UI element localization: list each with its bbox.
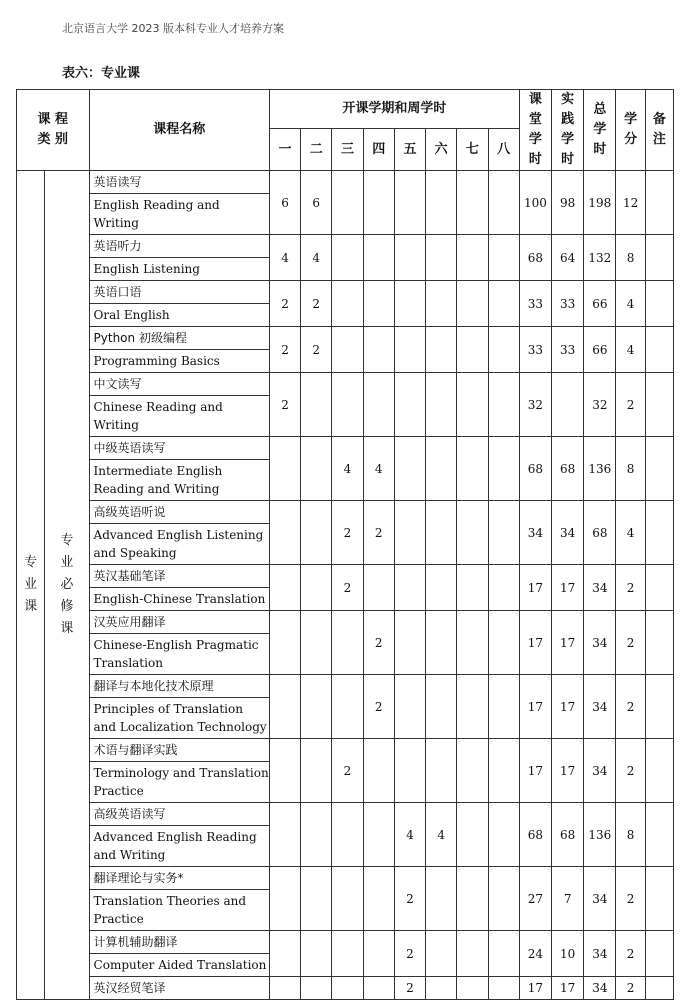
total-hours: 32 (584, 373, 616, 437)
class-hours: 32 (519, 373, 551, 437)
class-hours: 100 (519, 171, 551, 235)
semester-hours: 4 (363, 437, 394, 501)
course-name-en: English Reading and Writing (89, 194, 269, 235)
semester-hours (269, 803, 300, 867)
credits-hours: 2 (616, 373, 645, 437)
semester-hours (301, 501, 332, 565)
semester-hours: 2 (269, 373, 300, 437)
semester-hours (269, 501, 300, 565)
semester-hours (332, 235, 363, 281)
semester-hours (269, 565, 300, 611)
header-practice-hours (552, 90, 584, 171)
class-hours: 33 (519, 327, 551, 373)
semester-hours: 2 (363, 675, 394, 739)
practice-hours: 98 (552, 171, 584, 235)
course-name-zh: 英语读写 (89, 171, 269, 194)
total-hours: 34 (584, 565, 616, 611)
class-hours: 68 (519, 437, 551, 501)
semester-hours (457, 931, 488, 977)
credits-hours: 2 (616, 867, 645, 931)
total-hours: 136 (584, 803, 616, 867)
semester-hours (488, 739, 519, 803)
practice-hours: 64 (552, 235, 584, 281)
semester-hours (457, 739, 488, 803)
total-hours: 132 (584, 235, 616, 281)
notes-cell (645, 611, 673, 675)
semester-hours (301, 437, 332, 501)
semester-hours (332, 171, 363, 235)
course-name-zh: 计算机辅助翻译 (89, 931, 269, 954)
course-row (17, 235, 674, 258)
semester-hours (488, 565, 519, 611)
semester-hours (394, 611, 425, 675)
semester-hours (301, 867, 332, 931)
course-row (17, 171, 674, 194)
semester-hours: 2 (269, 327, 300, 373)
course-name-zh: 英汉经贸笔译 (89, 977, 269, 1000)
total-hours: 34 (584, 931, 616, 977)
course-name-en: Intermediate English Reading and Writing (89, 460, 269, 501)
practice-hours (552, 373, 584, 437)
semester-hours (488, 977, 519, 1000)
semester-hours (426, 867, 457, 931)
semester-hours (301, 931, 332, 977)
semester-hours: 2 (301, 281, 332, 327)
course-name-zh: 英语口语 (89, 281, 269, 304)
notes-cell (645, 501, 673, 565)
notes-cell (645, 867, 673, 931)
semester-hours (332, 977, 363, 1000)
course-name-en: English Listening (89, 258, 269, 281)
total-hours: 136 (584, 437, 616, 501)
semester-hours (394, 437, 425, 501)
credits-hours: 8 (616, 235, 645, 281)
class-hours: 33 (519, 281, 551, 327)
semester-hours (332, 931, 363, 977)
course-name-zh: 英语听力 (89, 235, 269, 258)
notes-cell (645, 327, 673, 373)
course-row (17, 675, 674, 698)
class-hours: 68 (519, 235, 551, 281)
semester-hours: 2 (332, 565, 363, 611)
semester-hours (269, 867, 300, 931)
semester-hours (426, 437, 457, 501)
semester-hours (394, 565, 425, 611)
semester-hours (332, 803, 363, 867)
category-major: 专 业 课 (17, 171, 45, 1000)
semester-hours (488, 373, 519, 437)
course-row (17, 867, 674, 890)
course-name-zh: 中级英语读写 (89, 437, 269, 460)
semester-hours (426, 373, 457, 437)
course-name-zh: Python 初级编程 (89, 327, 269, 350)
total-hours: 198 (584, 171, 616, 235)
semester-hours (363, 327, 394, 373)
semester-header: 七 (457, 129, 488, 171)
semester-hours (332, 327, 363, 373)
semester-hours (394, 235, 425, 281)
notes-cell (645, 675, 673, 739)
semester-hours (394, 171, 425, 235)
course-name-en: Chinese-English Pragmatic Translation (89, 634, 269, 675)
course-name-en: Computer Aided Translation (89, 954, 269, 977)
semester-hours (332, 867, 363, 931)
semester-hours (394, 281, 425, 327)
course-row (17, 437, 674, 460)
semester-hours: 4 (269, 235, 300, 281)
course-name-zh: 高级英语读写 (89, 803, 269, 826)
semester-hours (269, 437, 300, 501)
total-hours: 34 (584, 611, 616, 675)
semester-hours (269, 977, 300, 1000)
course-name-zh: 英汉基础笔译 (89, 565, 269, 588)
notes-cell (645, 931, 673, 977)
semester-hours: 4 (394, 803, 425, 867)
semester-hours (457, 977, 488, 1000)
semester-hours (363, 281, 394, 327)
credits-hours: 8 (616, 437, 645, 501)
semester-hours: 6 (269, 171, 300, 235)
semester-hours (394, 327, 425, 373)
semester-hours (488, 437, 519, 501)
semester-header: 三 (332, 129, 363, 171)
semester-hours: 2 (269, 281, 300, 327)
total-hours: 34 (584, 739, 616, 803)
semester-hours (488, 675, 519, 739)
course-name-zh: 中文读写 (89, 373, 269, 396)
header-total-hours-text: 总 学 时 (593, 102, 607, 157)
semester-hours (394, 373, 425, 437)
semester-hours (363, 235, 394, 281)
semester-hours: 6 (301, 171, 332, 235)
credits-hours: 8 (616, 803, 645, 867)
semester-hours (457, 235, 488, 281)
semester-hours: 4 (426, 803, 457, 867)
semester-hours (426, 675, 457, 739)
semester-hours: 4 (301, 235, 332, 281)
notes-cell (645, 171, 673, 235)
semester-hours: 2 (332, 739, 363, 803)
class-hours: 17 (519, 977, 551, 1000)
semester-hours (394, 739, 425, 803)
notes-cell (645, 437, 673, 501)
semester-hours (457, 501, 488, 565)
semester-hours: 2 (394, 931, 425, 977)
practice-hours: 10 (552, 931, 584, 977)
credits-hours: 2 (616, 675, 645, 739)
semester-hours (363, 977, 394, 1000)
class-hours: 17 (519, 565, 551, 611)
semester-hours: 4 (332, 437, 363, 501)
notes-cell (645, 739, 673, 803)
course-name-zh: 术语与翻译实践 (89, 739, 269, 762)
semester-hours (488, 171, 519, 235)
practice-hours: 34 (552, 501, 584, 565)
semester-hours (457, 611, 488, 675)
course-row (17, 373, 674, 396)
semester-hours (363, 171, 394, 235)
semester-hours (457, 281, 488, 327)
semester-hours (332, 675, 363, 739)
total-hours: 34 (584, 675, 616, 739)
header-credits (616, 90, 645, 171)
course-name-en: Terminology and Translation Practice (89, 762, 269, 803)
semester-hours (426, 501, 457, 565)
header-notes-text: 备 注 (652, 112, 666, 147)
credits-hours: 4 (616, 327, 645, 373)
class-hours: 27 (519, 867, 551, 931)
semester-hours (332, 373, 363, 437)
course-row (17, 281, 674, 304)
semester-hours (363, 565, 394, 611)
category-required: 专 业 必 修 课 (45, 171, 89, 1000)
semester-hours (394, 501, 425, 565)
practice-hours: 68 (552, 803, 584, 867)
course-row (17, 931, 674, 954)
semester-hours (301, 977, 332, 1000)
semester-hours (301, 373, 332, 437)
semester-hours (457, 437, 488, 501)
semester-hours (301, 611, 332, 675)
total-hours: 34 (584, 977, 616, 1000)
course-name-en: Oral English (89, 304, 269, 327)
semester-header: 五 (394, 129, 425, 171)
notes-cell (645, 977, 673, 1000)
semester-hours (457, 803, 488, 867)
practice-hours: 17 (552, 977, 584, 1000)
semester-hours (269, 739, 300, 803)
semester-hours: 2 (301, 327, 332, 373)
semester-header: 四 (363, 129, 394, 171)
class-hours: 17 (519, 675, 551, 739)
practice-hours: 17 (552, 565, 584, 611)
course-row (17, 565, 674, 588)
header-total-hours (584, 90, 616, 171)
semester-hours (457, 373, 488, 437)
page-header: 北京语言大学 2023 版本科专业人才培养方案 (62, 22, 284, 35)
semester-hours (332, 281, 363, 327)
course-row (17, 327, 674, 350)
semester-hours: 2 (394, 977, 425, 1000)
semester-hours (301, 675, 332, 739)
semester-hours (426, 611, 457, 675)
course-row (17, 501, 674, 524)
header-practice-hours-text: 实 践 学 时 (561, 92, 575, 167)
practice-hours: 17 (552, 675, 584, 739)
semester-hours (394, 675, 425, 739)
semester-hours (363, 867, 394, 931)
practice-hours: 33 (552, 327, 584, 373)
credits-hours: 2 (616, 611, 645, 675)
credits-hours: 2 (616, 565, 645, 611)
practice-hours: 7 (552, 867, 584, 931)
semester-hours: 2 (332, 501, 363, 565)
course-name-en: Principles of Translation and Localization Technology (89, 698, 269, 739)
notes-cell (645, 281, 673, 327)
semester-hours (301, 803, 332, 867)
header-credits-text: 学 分 (624, 112, 638, 147)
course-name-en: English-Chinese Translation (89, 588, 269, 611)
practice-hours: 17 (552, 611, 584, 675)
class-hours: 17 (519, 739, 551, 803)
credits-hours: 12 (616, 171, 645, 235)
semester-hours (488, 281, 519, 327)
notes-cell (645, 803, 673, 867)
total-hours: 34 (584, 867, 616, 931)
semester-hours (457, 565, 488, 611)
semester-hours (426, 977, 457, 1000)
semester-hours (426, 281, 457, 327)
semester-hours (426, 739, 457, 803)
practice-hours: 33 (552, 281, 584, 327)
course-row (17, 803, 674, 826)
credits-hours: 4 (616, 501, 645, 565)
course-row (17, 611, 674, 634)
curriculum-table (16, 89, 674, 1000)
header-category (17, 90, 90, 171)
header-course-name: 课程名称 (89, 90, 269, 171)
semester-hours (457, 171, 488, 235)
credits-hours: 2 (616, 739, 645, 803)
semester-hours (269, 931, 300, 977)
semester-hours (426, 171, 457, 235)
semester-hours (457, 675, 488, 739)
course-name-zh: 翻译理论与实务* (89, 867, 269, 890)
notes-cell (645, 565, 673, 611)
semester-hours: 2 (363, 501, 394, 565)
semester-hours (363, 931, 394, 977)
total-hours: 66 (584, 327, 616, 373)
semester-header: 六 (426, 129, 457, 171)
course-row (17, 739, 674, 762)
semester-hours (363, 373, 394, 437)
semester-hours (269, 611, 300, 675)
semester-hours (363, 739, 394, 803)
semester-hours (488, 867, 519, 931)
semester-hours (426, 931, 457, 977)
semester-hours (363, 803, 394, 867)
total-hours: 68 (584, 501, 616, 565)
semester-hours (488, 235, 519, 281)
header-semesters: 开课学期和周学时 (269, 90, 519, 129)
course-name-zh: 汉英应用翻译 (89, 611, 269, 634)
semester-hours (488, 611, 519, 675)
total-hours: 66 (584, 281, 616, 327)
credits-hours: 2 (616, 931, 645, 977)
semester-hours: 2 (394, 867, 425, 931)
semester-hours: 2 (363, 611, 394, 675)
semester-hours (488, 501, 519, 565)
credits-hours: 2 (616, 977, 645, 1000)
semester-hours (457, 867, 488, 931)
semester-hours (301, 739, 332, 803)
semester-header: 一 (269, 129, 300, 171)
notes-cell (645, 373, 673, 437)
table-caption: 表六：专业课 (62, 66, 141, 81)
course-name-en: Advanced English Reading and Writing (89, 826, 269, 867)
course-name-en: Chinese Reading and Writing (89, 396, 269, 437)
class-hours: 34 (519, 501, 551, 565)
semester-hours (426, 235, 457, 281)
semester-header: 八 (488, 129, 519, 171)
course-name-zh: 翻译与本地化技术原理 (89, 675, 269, 698)
semester-hours (457, 327, 488, 373)
course-name-en: Advanced English Listening and Speaking (89, 524, 269, 565)
semester-hours (269, 675, 300, 739)
class-hours: 68 (519, 803, 551, 867)
semester-header: 二 (301, 129, 332, 171)
semester-hours (426, 565, 457, 611)
course-name-zh: 高级英语听说 (89, 501, 269, 524)
class-hours: 17 (519, 611, 551, 675)
credits-hours: 4 (616, 281, 645, 327)
course-row (17, 977, 674, 1000)
practice-hours: 68 (552, 437, 584, 501)
semester-hours (488, 803, 519, 867)
header-class-hours (519, 90, 551, 171)
practice-hours: 17 (552, 739, 584, 803)
semester-hours (301, 565, 332, 611)
notes-cell (645, 235, 673, 281)
semester-hours (426, 327, 457, 373)
class-hours: 24 (519, 931, 551, 977)
semester-hours (488, 327, 519, 373)
header-notes (645, 90, 673, 171)
semester-hours (332, 611, 363, 675)
course-name-en: Translation Theories and Practice (89, 890, 269, 931)
semester-hours (488, 931, 519, 977)
header-category-text: 课 程 类 别 (37, 112, 69, 147)
course-name-en: Programming Basics (89, 350, 269, 373)
header-class-hours-text: 课 堂 学 时 (528, 92, 542, 167)
